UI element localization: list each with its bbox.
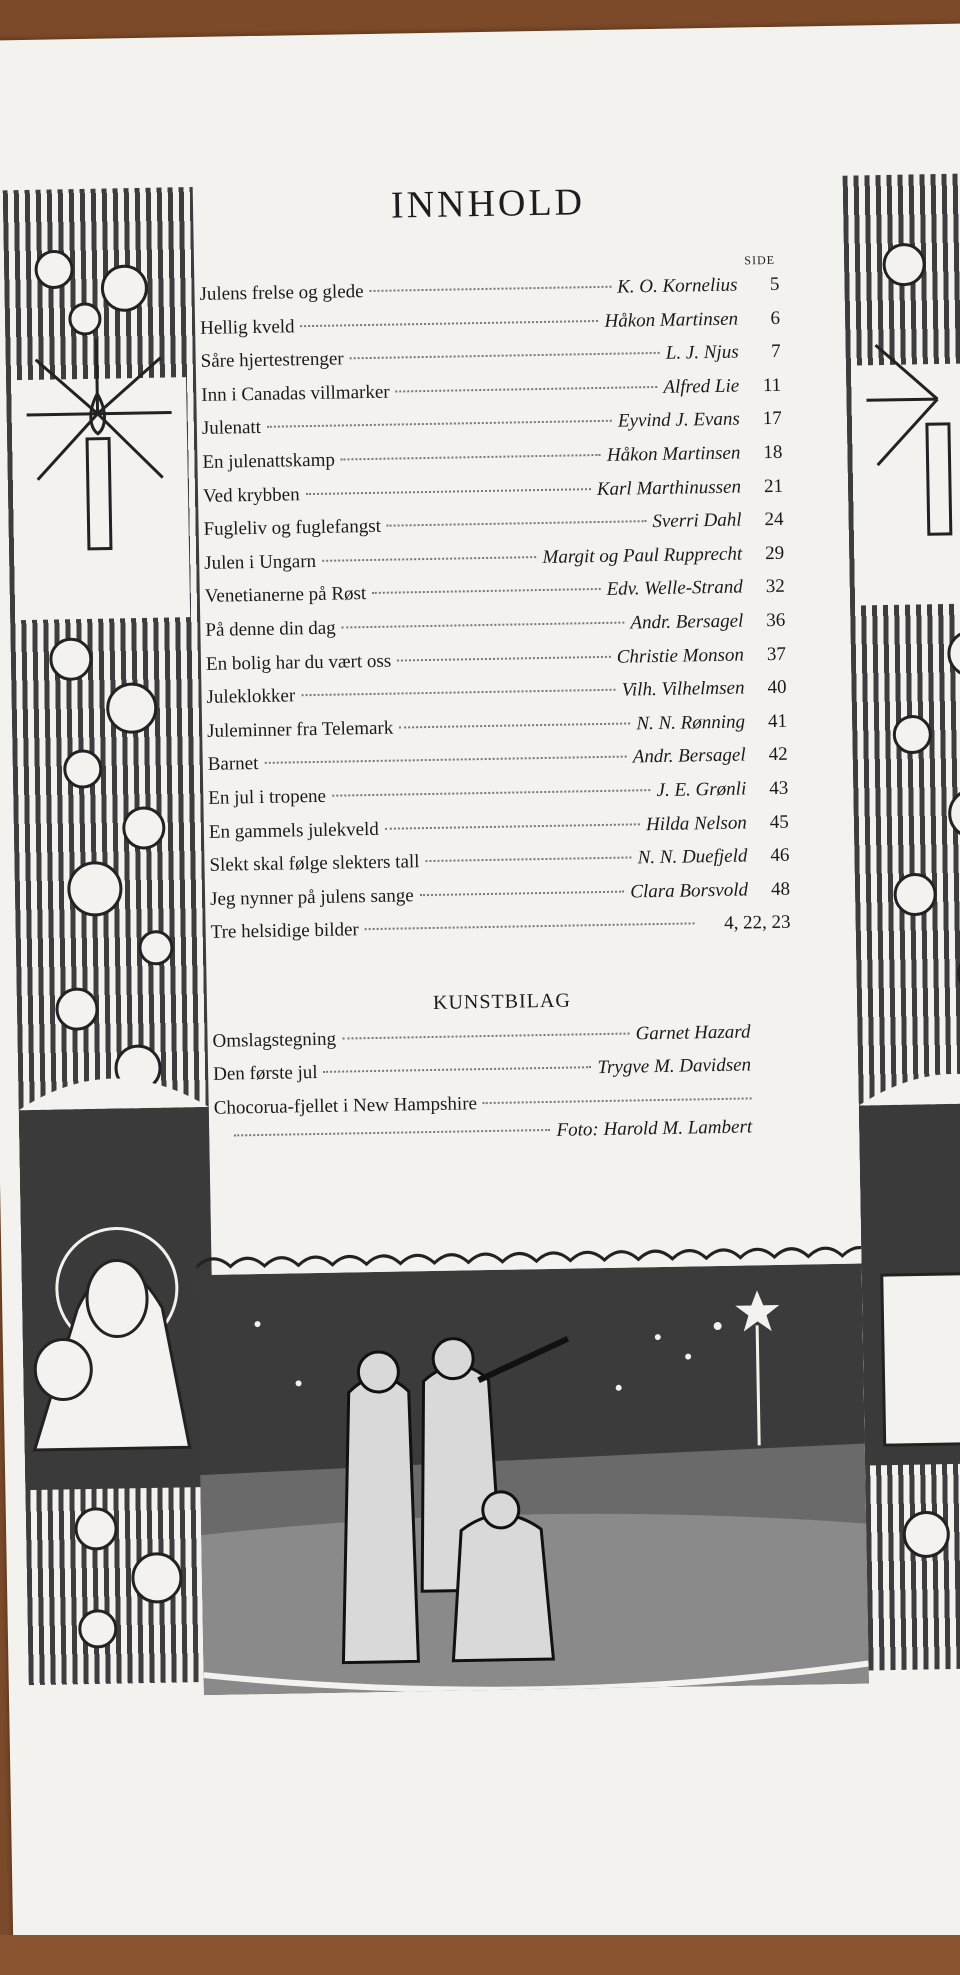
toc-page-number: 42 bbox=[768, 744, 788, 766]
toc-title: En julenattskamp bbox=[202, 449, 336, 473]
toc-author: Sverri Dahl bbox=[652, 509, 742, 533]
toc-title: En gammels julekveld bbox=[208, 818, 379, 843]
toc-page-number: 6 bbox=[770, 307, 781, 329]
book-page bbox=[0, 23, 960, 1960]
toc-page-number: 45 bbox=[769, 811, 790, 833]
toc-page-number: 11 bbox=[762, 374, 782, 396]
page-column-label: SIDE bbox=[744, 252, 776, 268]
toc-author: J. E. Grønli bbox=[656, 778, 747, 801]
toc-title: Juleminner fra Telemark bbox=[206, 717, 394, 742]
toc-page-number: 17 bbox=[762, 408, 782, 430]
toc-page-number: 32 bbox=[765, 576, 785, 598]
toc-author: Clara Borsvold bbox=[630, 879, 749, 903]
dot-leader bbox=[420, 890, 625, 896]
toc-author: L. J. Njus bbox=[665, 341, 739, 364]
toc-author: Håkon Martinsen bbox=[604, 308, 739, 332]
dot-leader bbox=[483, 1097, 752, 1104]
toc-author: N. N. Rønning bbox=[636, 711, 746, 735]
dot-leader bbox=[267, 420, 612, 428]
dot-leader bbox=[387, 520, 646, 527]
dot-leader bbox=[372, 588, 600, 594]
dot-leader bbox=[264, 756, 626, 764]
toc-title: Jeg nynner på julens sange bbox=[209, 884, 414, 910]
dot-leader bbox=[365, 923, 695, 931]
toc-author: K. O. Kornelius bbox=[616, 274, 738, 298]
dot-leader bbox=[397, 655, 611, 661]
toc-page-number: 37 bbox=[766, 643, 787, 665]
dot-leader bbox=[306, 488, 591, 495]
art-item-author: Garnet Hazard bbox=[635, 1021, 751, 1045]
toc-title: Inn i Canadas villmarker bbox=[201, 381, 390, 406]
toc-title: Venetianerne på Røst bbox=[204, 583, 367, 608]
toc-author: Christie Monson bbox=[616, 644, 745, 668]
dot-leader bbox=[234, 1129, 550, 1137]
toc-title: Tre helsidige bilder bbox=[210, 919, 359, 944]
toc-page-number: 46 bbox=[770, 844, 790, 867]
dot-leader bbox=[342, 1032, 630, 1039]
dot-leader bbox=[342, 622, 625, 629]
toc-title: Fugleliv og fuglefangst bbox=[203, 515, 382, 541]
contents-list bbox=[199, 274, 791, 956]
dot-leader bbox=[385, 823, 640, 829]
toc-author: Edv. Welle-Strand bbox=[606, 576, 743, 601]
toc-title: En jul i tropene bbox=[208, 785, 327, 809]
toc-author: Margit og Paul Rupprecht bbox=[542, 543, 743, 568]
toc-page-number: 4, 22, 23 bbox=[723, 911, 791, 935]
art-item-title: Chocorua-fjellet i New Hampshire bbox=[213, 1093, 478, 1119]
toc-page-number: 7 bbox=[770, 340, 781, 363]
wood-background-bottom bbox=[0, 1935, 960, 1975]
toc-title: Såre hjertestrenger bbox=[200, 348, 344, 373]
toc-title: Juleklokker bbox=[206, 685, 296, 708]
toc-author: Hilda Nelson bbox=[645, 811, 748, 835]
art-item bbox=[214, 1088, 795, 1156]
toc-author: Vilh. Vilhelmsen bbox=[621, 677, 745, 701]
toc-author: Eyvind J. Evans bbox=[617, 408, 740, 433]
dot-leader bbox=[399, 722, 630, 728]
dot-leader bbox=[341, 454, 601, 461]
dot-leader bbox=[301, 320, 599, 327]
art-item-author: Foto: Harold M. Lambert bbox=[556, 1116, 753, 1141]
left-ornament-border bbox=[3, 187, 219, 1685]
dot-leader bbox=[370, 286, 612, 292]
shepherds-illustration bbox=[197, 1264, 869, 1696]
dot-leader bbox=[396, 386, 658, 393]
toc-title: Ved krybben bbox=[202, 483, 300, 507]
dot-leader bbox=[425, 857, 631, 863]
dot-leader bbox=[322, 556, 536, 562]
toc-page-number: 41 bbox=[767, 710, 788, 732]
toc-title: Hellig kveld bbox=[199, 315, 295, 339]
toc-page-number: 18 bbox=[763, 441, 783, 464]
page-title: INNHOLD bbox=[390, 181, 586, 227]
toc-page-number: 21 bbox=[763, 475, 784, 497]
toc-author: Karl Marthinussen bbox=[596, 476, 742, 500]
art-item-title: Omslagstegning bbox=[212, 1028, 337, 1052]
toc-author: Andr. Bersagel bbox=[630, 610, 744, 634]
toc-author: Håkon Martinsen bbox=[606, 442, 741, 466]
dot-leader bbox=[324, 1067, 592, 1074]
toc-title: En bolig har du vært oss bbox=[205, 650, 392, 675]
art-section-title: KUNSTBILAG bbox=[432, 989, 571, 1014]
toc-page-number: 43 bbox=[769, 777, 789, 799]
toc-page-number: 40 bbox=[767, 676, 787, 699]
toc-page-number: 24 bbox=[764, 508, 784, 531]
dot-leader bbox=[350, 352, 660, 359]
toc-page-number: 29 bbox=[764, 542, 785, 564]
dot-leader bbox=[301, 689, 616, 696]
toc-title: Barnet bbox=[207, 753, 259, 776]
art-item-author: Trygve M. Davidsen bbox=[597, 1054, 752, 1079]
toc-author: Alfred Lie bbox=[663, 375, 740, 398]
toc-title: Slekt skal følge slekters tall bbox=[209, 851, 420, 876]
table-of-contents bbox=[198, 177, 795, 1156]
toc-author: Andr. Bersagel bbox=[632, 744, 746, 768]
toc-page-number: 36 bbox=[766, 609, 786, 632]
dot-leader bbox=[332, 789, 651, 797]
toc-title: Julen i Ungarn bbox=[204, 550, 317, 574]
toc-title: Julenatt bbox=[201, 417, 262, 440]
art-item-title: Den første jul bbox=[212, 1062, 318, 1086]
left-ornament-drawing bbox=[3, 187, 219, 1685]
toc-title: På denne din dag bbox=[205, 617, 336, 641]
toc-author: N. N. Duefjeld bbox=[637, 845, 748, 869]
toc-page-number: 48 bbox=[770, 878, 791, 900]
art-list bbox=[212, 1021, 794, 1156]
toc-page-number: 5 bbox=[769, 273, 780, 295]
toc-title: Julens frelse og glede bbox=[199, 281, 364, 305]
